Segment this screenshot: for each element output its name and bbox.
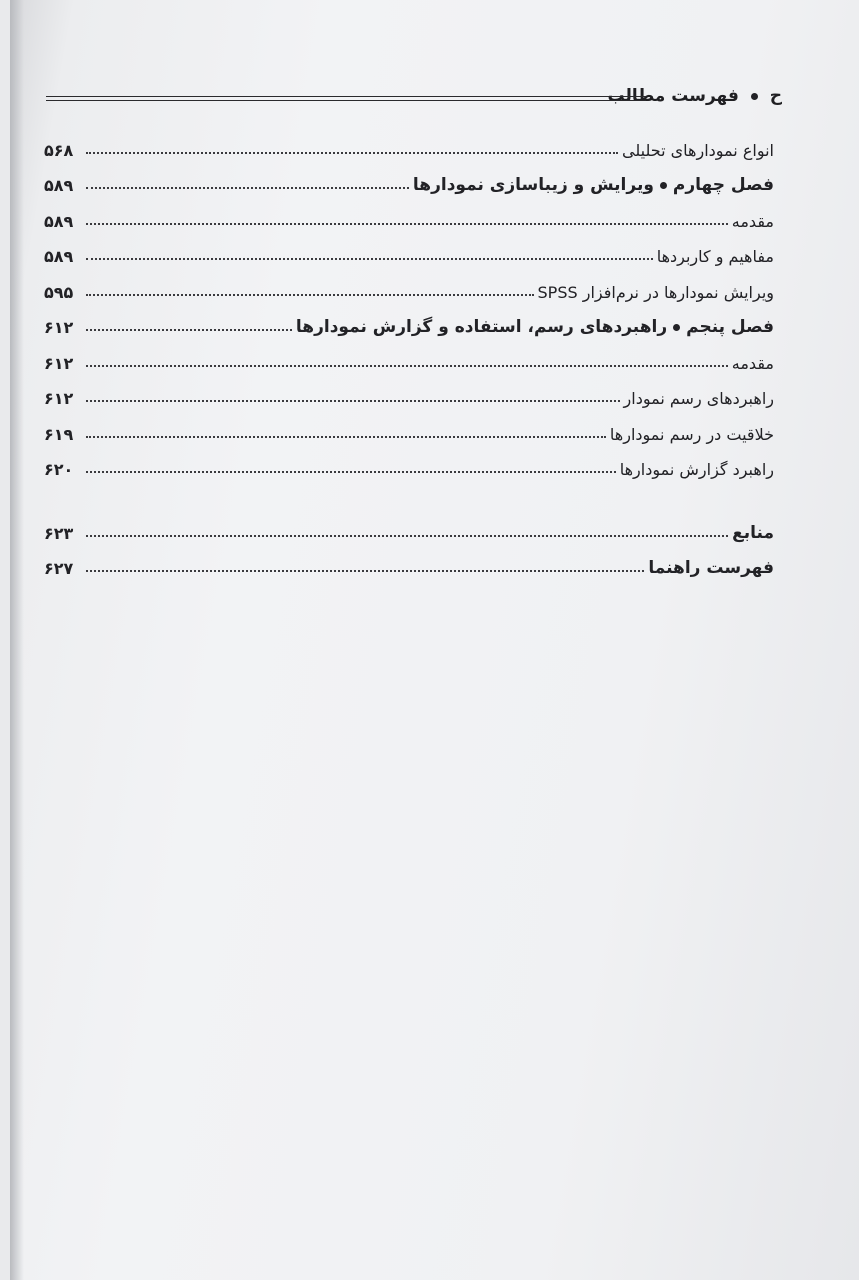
dot-leader	[86, 329, 292, 331]
header-bullet-icon	[751, 93, 758, 100]
header-title-text: فهرست مطالب	[607, 86, 739, 106]
header-rule-top	[46, 96, 646, 97]
toc-entry	[44, 408, 774, 444]
header-rule-bottom	[46, 100, 646, 101]
toc-entry-title: راهبردهای رسم نمودار	[623, 389, 774, 408]
toc-entry	[44, 124, 774, 160]
toc-entry-page: ۵۸۹	[44, 176, 74, 195]
dot-leader	[86, 400, 620, 402]
chapter-label: فصل چهارم	[672, 175, 774, 195]
toc-entry-title: خلاقیت در رسم نمودارها	[609, 424, 774, 444]
toc-entry	[44, 444, 774, 480]
toc-entry	[44, 373, 774, 409]
toc-entry-page: ۵۸۹	[44, 211, 74, 231]
toc-chapter-entry	[44, 160, 774, 196]
page-gutter-shadow	[10, 0, 24, 1280]
toc-entry	[44, 337, 774, 373]
toc-section-entry	[44, 543, 774, 579]
dot-leader	[86, 471, 616, 473]
header-page-letter: ح	[769, 86, 782, 106]
dot-leader	[86, 223, 728, 225]
toc-entry-title: انواع نمودارهای تحلیلی	[622, 140, 774, 160]
toc-entry-page: ۶۱۲	[44, 389, 74, 408]
chapter-name: ویرایش و زیباسازی نمودارها	[412, 175, 654, 195]
dot-leader	[86, 152, 618, 154]
toc-entry-page: ۵۸۹	[44, 247, 74, 266]
toc-section-title: منابع	[732, 522, 774, 543]
dot-leader	[86, 365, 728, 367]
toc-entry-page: ۶۱۹	[44, 424, 74, 444]
bullet-icon	[660, 182, 667, 189]
dot-leader	[86, 570, 644, 572]
bullet-icon	[673, 324, 680, 331]
toc-entry-title: مقدمه	[731, 211, 774, 231]
dot-leader	[86, 294, 534, 296]
dot-leader	[86, 535, 728, 537]
dot-leader	[86, 258, 653, 260]
toc-chapter-entry	[44, 302, 774, 338]
toc-entry-title: مفاهیم و کاربردها	[656, 247, 774, 266]
toc-entry-page: ۵۶۸	[44, 140, 74, 160]
toc-entry-page: ۶۱۲	[44, 353, 74, 373]
toc-entry-page: ۵۹۵	[44, 282, 74, 302]
toc-entry-page: ۶۲۳	[44, 523, 74, 543]
table-of-contents	[44, 124, 774, 578]
toc-chapter-title	[294, 317, 774, 337]
toc-section-title: فهرست راهنما	[648, 558, 774, 578]
toc-chapter-title	[411, 175, 774, 195]
toc-entry-title: راهبرد گزارش نمودارها	[619, 460, 774, 479]
toc-entry	[44, 195, 774, 231]
chapter-label: فصل پنجم	[686, 317, 774, 337]
toc-entry-page: ۶۲۷	[44, 559, 74, 578]
toc-entry	[44, 231, 774, 267]
book-page	[10, 0, 859, 1280]
toc-entry-page: ۶۱۲	[44, 318, 74, 337]
toc-entry-page: ۶۲۰	[44, 460, 74, 479]
toc-section-entry	[44, 507, 774, 543]
dot-leader	[86, 436, 606, 438]
toc-entry	[44, 266, 774, 302]
chapter-name: راهبردهای رسم، استفاده و گزارش نمودارها	[295, 317, 668, 337]
toc-entry-title: مقدمه	[731, 353, 774, 373]
dot-leader	[86, 187, 409, 189]
page-header	[46, 86, 782, 116]
toc-entry-title: ویرایش نمودارها در نرم‌افزار SPSS	[537, 282, 774, 302]
